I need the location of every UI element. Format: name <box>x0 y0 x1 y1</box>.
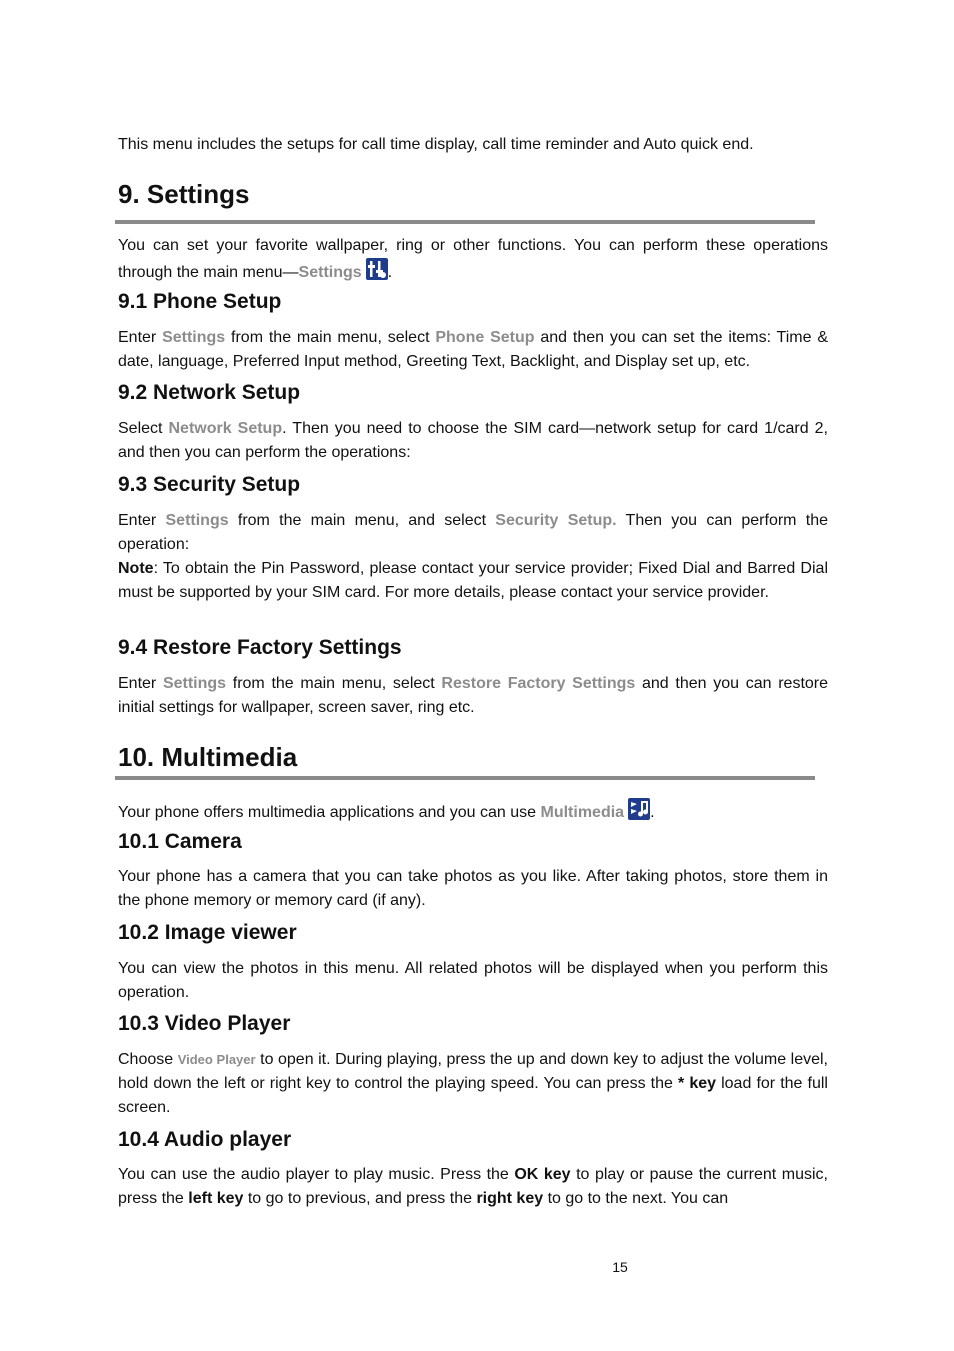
network-setup-paragraph: Select Network Setup. Then you need to choose the SIM card—network setup for card 1/card 2, and then you can perform the operations: <box>118 420 829 461</box>
phone-setup-paragraph: Enter Settings from the main menu, select Phone Setup and then you can set the items: Time & date, language, Preferred Input method, Greeting Text, Backlight, and Display set up, etc. <box>118 329 829 370</box>
page-number: 15 <box>612 1259 628 1275</box>
multimedia-icon <box>628 798 650 820</box>
settings-icon <box>366 258 388 280</box>
settings-heading-rule <box>115 220 815 224</box>
restore-heading: 9.4 Restore Factory Settings <box>118 636 402 659</box>
security-setup-paragraph: Enter Settings from the main menu, and select Security Setup. Then you can perform the operation: <box>118 512 829 553</box>
security-note: Note: To obtain the Pin Password, please contact your service provider; Fixed Dial and Barred Dial must be supported by your SIM card. For more details, please contact your service provider. <box>118 560 828 601</box>
image-viewer-paragraph: You can view the photos in this menu. All related photos will be displayed when you perform this operation. <box>118 960 828 1001</box>
settings-description: You can set your favorite wallpaper, ring or other functions. You can perform these operations through the main menu—Settings . <box>118 237 828 281</box>
video-player-paragraph: Choose Video Player to open it. During playing, press the up and down key to adjust the volume level, hold down the left or right key to control the playing speed. You can press the * key load for the full screen. <box>118 1051 829 1116</box>
note-label: Note <box>118 560 154 577</box>
settings-heading: 9. Settings <box>118 179 250 209</box>
multimedia-menu-link: Multimedia <box>540 804 625 821</box>
phone-setup-heading: 9.1 Phone Setup <box>118 290 282 313</box>
camera-heading: 10.1 Camera <box>118 830 242 853</box>
image-viewer-heading: 10.2 Image viewer <box>118 921 297 944</box>
video-player-heading: 10.3 Video Player <box>118 1012 291 1035</box>
intro-paragraph: This menu includes the setups for call time display, call time reminder and Auto quick end. <box>118 136 754 153</box>
audio-player-heading: 10.4 Audio player <box>118 1128 292 1151</box>
audio-player-paragraph: You can use the audio player to play music. Press the OK key to play or pause the current music, press the left key to go to previous, and press the right key to go to the next. You can <box>118 1166 829 1207</box>
security-setup-heading: 9.3 Security Setup <box>118 473 301 496</box>
camera-paragraph: Your phone has a camera that you can take photos as you like. After taking photos, store them in the phone memory or memory card (if any). <box>118 868 828 909</box>
multimedia-heading-rule <box>115 776 815 780</box>
network-setup-heading: 9.2 Network Setup <box>118 381 301 404</box>
settings-menu-link: Settings <box>298 264 362 281</box>
restore-paragraph: Enter Settings from the main menu, select Restore Factory Settings and then you can restore initial settings for wallpaper, screen saver, ring etc. <box>118 675 829 716</box>
multimedia-heading: 10. Multimedia <box>118 742 298 772</box>
multimedia-description: Your phone offers multimedia applications and you can use Multimedia . <box>118 798 828 825</box>
